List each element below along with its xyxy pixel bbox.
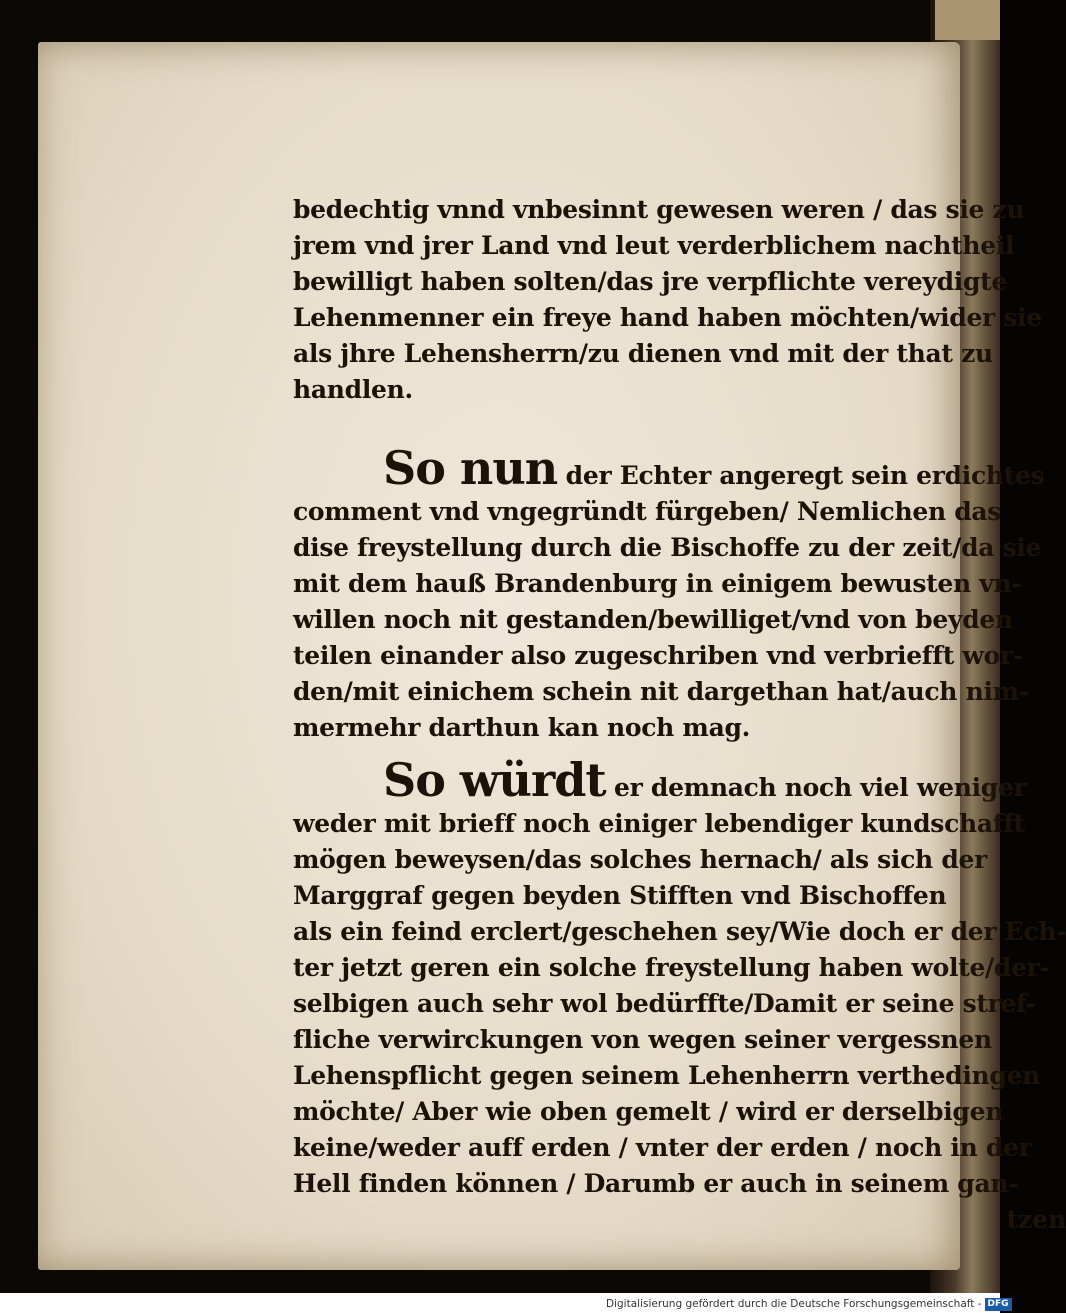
- text-line: jrem vnd jrer Land vnd leut verderblichem nachtheil: [293, 231, 1015, 260]
- text-line: er demnach noch viel weniger: [605, 773, 1027, 802]
- text-line: Marggraf gegen beyden Stifften vnd Bischoffen: [293, 881, 947, 910]
- text-line: mögen beweysen/das solches hernach/ als sich der: [293, 845, 987, 874]
- text-line: bedechtig vnnd vnbesinnt gewesen weren / das sie zu: [293, 195, 1025, 224]
- text-line: dise freystellung durch die Bischoffe zu der zeit/da sie: [293, 533, 1042, 562]
- text-line: bewilligt haben solten/das jre verpflichte vereydigte: [293, 267, 1007, 296]
- dfg-logo-icon: DFG: [985, 1298, 1012, 1311]
- text-line: mermehr darthun kan noch mag.: [293, 713, 751, 742]
- catchword: tzen: [1006, 1205, 1066, 1234]
- text-line: fliche verwirckungen von wegen seiner vergessnen: [293, 1025, 992, 1054]
- text-line: handlen.: [293, 375, 413, 404]
- text-line: Lehenmenner ein freye hand haben möchten/wider sie: [293, 303, 1042, 332]
- text-line: willen noch nit gestanden/bewilliget/vnd von beyden: [293, 605, 1013, 634]
- text-line: comment vnd vngegründt fürgeben/ Nemlichen das: [293, 497, 1002, 526]
- text-line: der Echter angeregt sein erdichtes: [557, 461, 1045, 490]
- text-line: ter jetzt geren ein solche freystellung haben wolte/der-: [293, 953, 1050, 982]
- text-line: als ein feind erclert/geschehen sey/Wie doch er der Ech-: [293, 917, 1066, 946]
- text-line: keine/weder auff erden / vnter der erden / noch in der: [293, 1133, 1032, 1162]
- paragraph-1: [293, 192, 1042, 408]
- paragraph-lead: So würdt: [383, 753, 606, 807]
- paragraph-2: [293, 441, 1045, 746]
- text-line: teilen einander also zugeschriben vnd verbriefft wor-: [293, 641, 1023, 670]
- paragraph-3: [293, 753, 1066, 1238]
- book-page: [38, 42, 1066, 1270]
- text-line-first: [293, 441, 1045, 495]
- paragraph-lead: So nun: [383, 441, 558, 495]
- footer-text: Digitalisierung gefördert durch die Deutsche Forschungsgemeinschaft -: [606, 1298, 982, 1310]
- text-line: möchte/ Aber wie oben gemelt / wird er derselbigen: [293, 1097, 1004, 1126]
- book-edge-corner: [935, 0, 1000, 40]
- text-line: als jhre Lehensherrn/zu dienen vnd mit der that zu: [293, 339, 993, 368]
- footer-credit: [606, 1296, 1009, 1313]
- text-line: Lehenspflicht gegen seinem Lehenherrn verthedingen: [293, 1061, 1041, 1090]
- text-line: weder mit brieff noch einiger lebendiger kundschafft: [293, 809, 1025, 838]
- text-line-first: [293, 753, 1066, 807]
- text-line: mit dem hauß Brandenburg in einigem bewusten vn-: [293, 569, 1022, 598]
- text-line: den/mit einichem schein nit dargethan hat/auch nim-: [293, 677, 1029, 706]
- text-line: Hell finden können / Darumb er auch in seinem gan-: [293, 1169, 1019, 1198]
- text-line: selbigen auch sehr wol bedürffte/Damit er seine stref-: [293, 989, 1036, 1018]
